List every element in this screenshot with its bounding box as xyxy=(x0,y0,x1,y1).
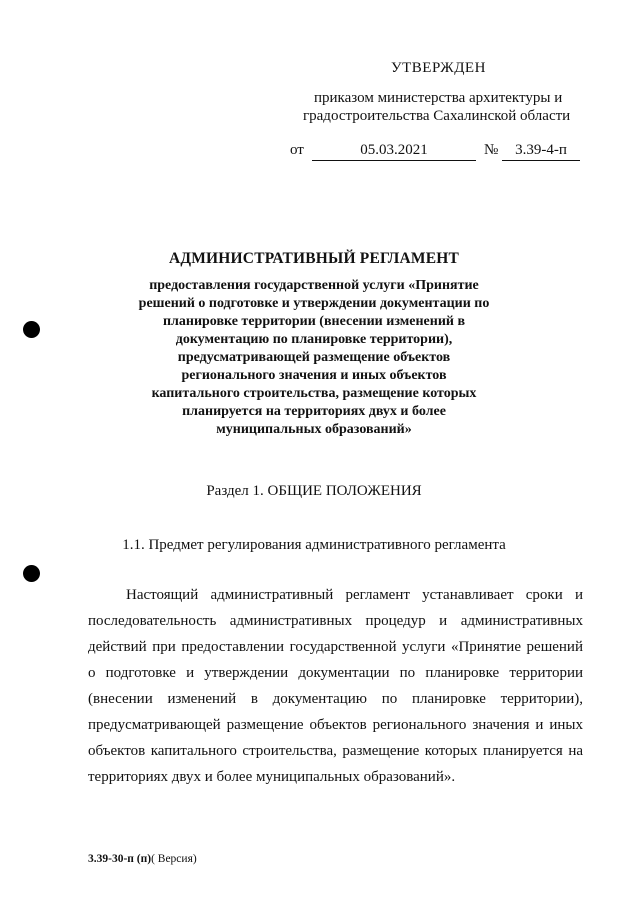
subtitle-line: регионального значения и иных объектов xyxy=(181,368,447,383)
subtitle-line: предусматривающей размещение объектов xyxy=(177,350,451,365)
document-title: АДМИНИСТРАТИВНЫЙ РЕГЛАМЕНТ xyxy=(168,250,460,267)
punch-hole-bottom xyxy=(23,565,40,582)
subtitle-line: планируется на территориях двух и более xyxy=(182,404,446,419)
number-label: № xyxy=(484,142,499,158)
footer-code: 3.39-30-п (п) xyxy=(88,853,152,865)
order-date: 05.03.2021 xyxy=(312,142,476,161)
subtitle-line: планировке территории (внесении изменений в xyxy=(162,314,466,329)
order-line-1: приказом министерства архитектуры и xyxy=(314,90,563,106)
subtitle-line: документацию по планировке территории), xyxy=(175,332,453,347)
body-paragraph: Настоящий административный регламент устанавливает сроки и последовательность административных процедур и административных действий при предоставлении государственной услуги «Принятие решений о подготовке и утверждении документации по планировке территории (внесении изменений в документацию по планировке территории), предусматривающей размещение объектов регионального значения и иных объектов капитального строительства, размещение которых планируется на территориях двух и более муниципальных образований». xyxy=(88,587,583,785)
from-label: от xyxy=(290,142,304,158)
section-heading: Раздел 1. ОБЩИЕ ПОЛОЖЕНИЯ xyxy=(206,483,422,499)
punch-hole-top xyxy=(23,321,40,338)
order-line-2: градостроительства Сахалинской области xyxy=(303,108,571,124)
footer-version xyxy=(88,853,197,865)
subtitle-line: муниципальных образований» xyxy=(216,422,412,437)
subtitle-line: капитального строительства, размещение которых xyxy=(151,386,477,401)
approved-label: УТВЕРЖДЕН xyxy=(391,60,486,76)
footer-version-label: ( Версия) xyxy=(151,853,197,865)
order-date-number-row xyxy=(290,142,590,162)
document-subtitle xyxy=(130,277,498,439)
subtitle-line: решений о подготовке и утверждении документации по xyxy=(138,296,490,311)
order-number: 3.39-4-п xyxy=(502,142,580,161)
subsection-heading: 1.1. Предмет регулирования административного регламента xyxy=(122,537,506,553)
subtitle-line: предоставления государственной услуги «Принятие xyxy=(149,278,479,293)
